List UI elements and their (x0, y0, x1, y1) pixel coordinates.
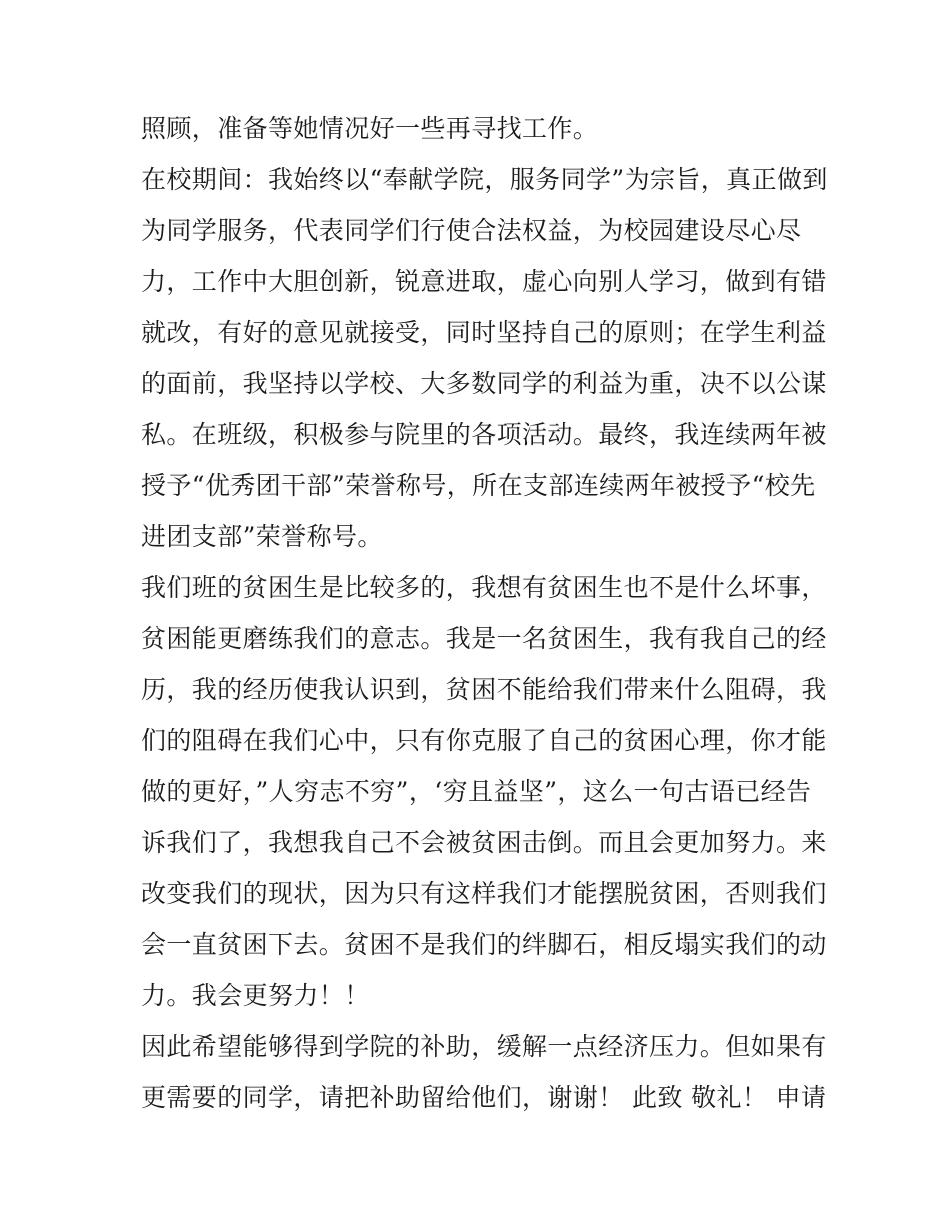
paragraph-line: 的面前，我坚持以学校、大多数同学的利益为重，决不以公谋 (141, 369, 827, 398)
paragraph-line: 进团支部”荣誉称号。 (141, 522, 383, 551)
paragraph-line: 会一直贫困下去。贫困不是我们的绊脚石，相反塌实我们的动 (141, 930, 827, 959)
paragraph-line: 做的更好，”人穷志不穷”，‘穷且益坚”，这么一句古语已经告 (141, 777, 812, 806)
paragraph-line: 就改，有好的意见就接受，同时坚持自己的原则；在学生利益 (141, 318, 827, 347)
paragraph-line: 改变我们的现状，因为只有这样我们才能摆脱贫困，否则我们 (141, 879, 827, 908)
paragraph-line: 我们班的贫困生是比较多的，我想有贫困生也不是什么坏事， (141, 573, 827, 602)
paragraph-line: 私。在班级，积极参与院里的各项活动。最终，我连续两年被 (141, 420, 827, 449)
paragraph-line: 力，工作中大胆创新，锐意进取，虚心向别人学习，做到有错 (141, 267, 827, 296)
paragraph-line: 诉我们了，我想我自己不会被贫困击倒。而且会更加努力。来 (141, 828, 827, 857)
paragraph-line: 力。我会更努力！！ (141, 981, 370, 1010)
paragraph-line: 历，我的经历使我认识到，贫困不能给我们带来什么阻碍，我 (141, 675, 827, 704)
paragraph-line: 在校期间：我始终以“奉献学院，服务同学”为宗旨，真正做到 (141, 165, 828, 194)
paragraph-line: 贫困能更磨练我们的意志。我是一名贫困生，我有我自己的经 (141, 624, 827, 653)
paragraph-line: 授予“优秀团干部”荣誉称号，所在支部连续两年被授予“校先 (141, 471, 816, 500)
paragraph-line: 因此希望能够得到学院的补助，缓解一点经济压力。但如果有 (141, 1032, 827, 1061)
paragraph-line: 们的阻碍在我们心中，只有你克服了自己的贫困心理，你才能 (141, 726, 827, 755)
paragraph-line: 为同学服务，代表同学们行使合法权益，为校园建设尽心尽 (141, 216, 802, 245)
paragraph-line: 更需要的同学，请把补助留给他们，谢谢！ 此致 敬礼！ 申请 (141, 1083, 827, 1112)
paragraph-line: 照顾，准备等她情况好一些再寻找工作。 (141, 114, 599, 143)
